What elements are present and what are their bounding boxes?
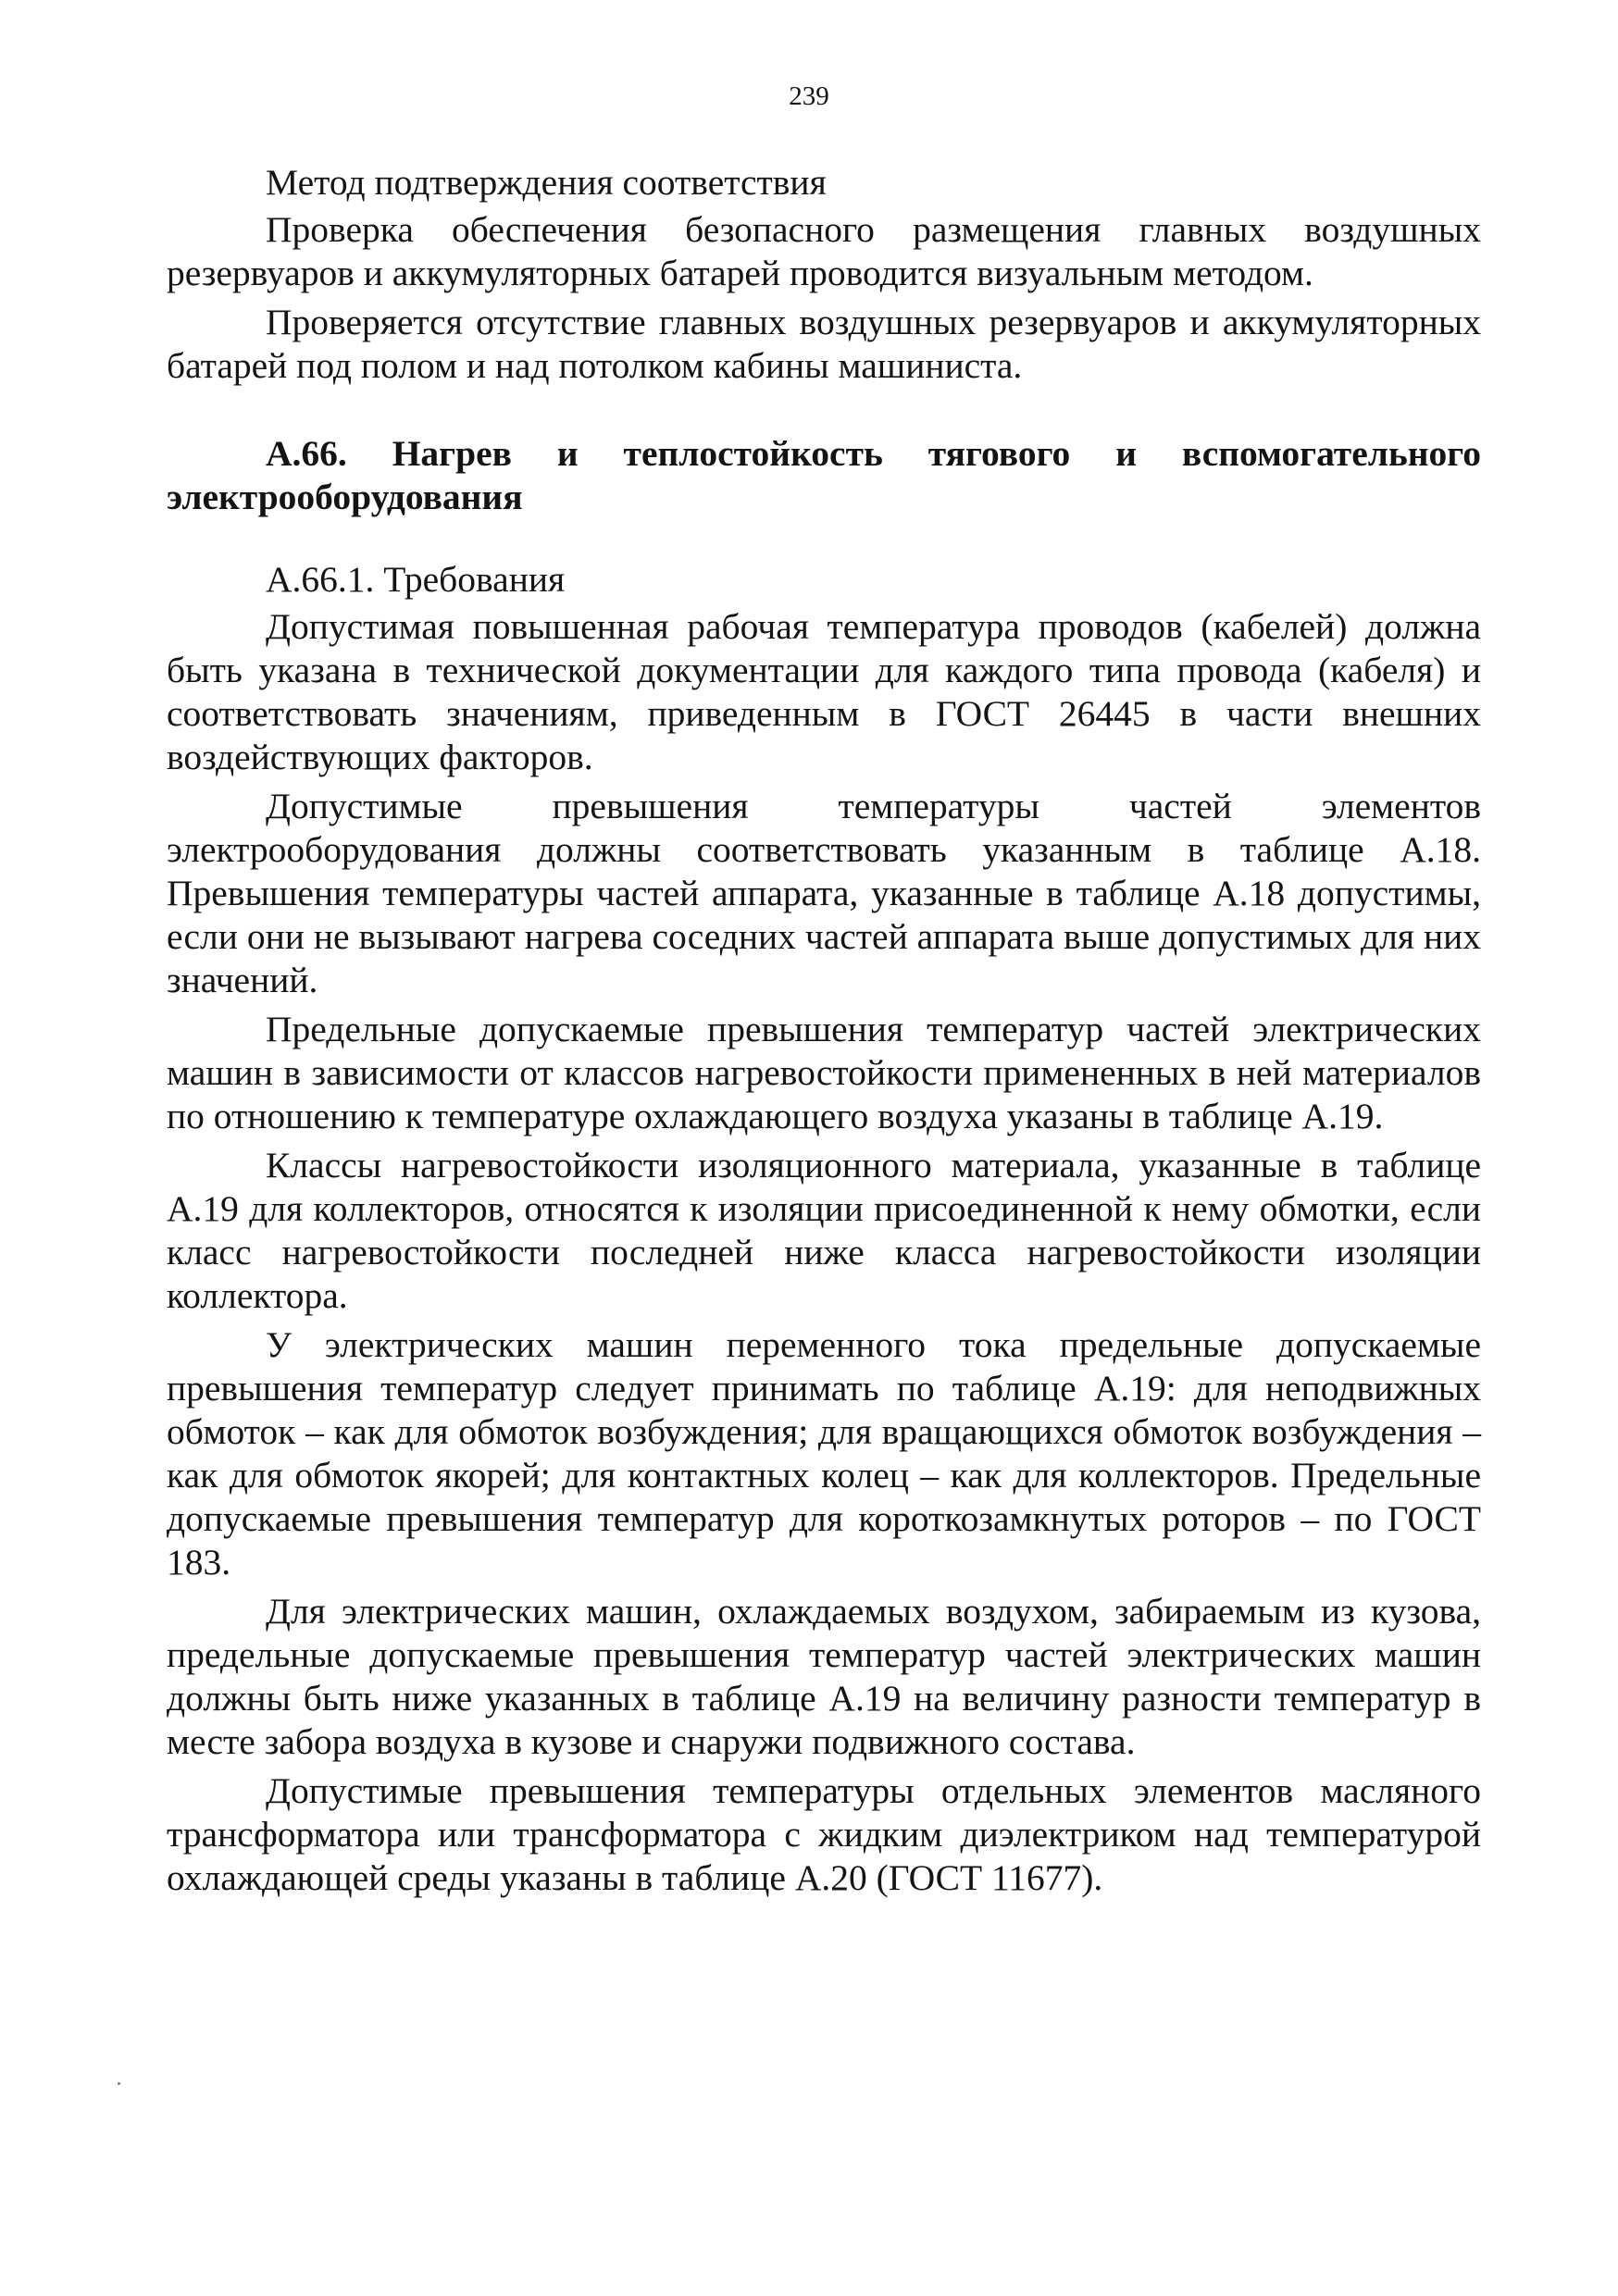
body-paragraph: У электрических машин переменного тока предельные допускаемые превышения температур следует принимать по таблице А.19: для неподвижных обмоток – как для обмоток возбуждения; для вращающихся обмоток возбуждения – как для обмоток якорей; для контактных колец – как для коллекторов. Предельные допускаемые превышения температур для короткозамкнутых роторов – по ГОСТ 183. bbox=[167, 1324, 1481, 1582]
method-title: Метод подтверждения соответствия bbox=[266, 162, 827, 203]
method-paragraph-1: Проверка обеспечения безопасного размещения главных воздушных резервуаров и аккумуляторных батарей проводится визуальным методом. bbox=[167, 209, 1481, 293]
body-paragraph: Классы нагревостойкости изоляционного материала, указанные в таблице А.19 для коллекторов, относятся к изоляции присоединенной к нему обмотки, если класс нагревостойкости последней ниже класса нагревостойкости изоляции коллектора. bbox=[167, 1145, 1481, 1316]
body-paragraph: Предельные допускаемые превышения температур частей электрических машин в зависимости от классов нагревостойкости примененных в ней материалов по отношению к температуре охлаждающего воздуха указаны в таблице А.19. bbox=[167, 1009, 1481, 1136]
body-paragraph: Допустимая повышенная рабочая температура проводов (кабелей) должна быть указана в технической документации для каждого типа провода (кабеля) и соответствовать значениям, приведенным в ГОСТ 26445 в части внешних воздействующих факторов. bbox=[167, 606, 1481, 777]
document-body bbox=[167, 161, 1481, 1905]
method-paragraph-2: Проверяется отсутствие главных воздушных резервуаров и аккумуляторных батарей под полом и над потолком кабины машиниста. bbox=[167, 302, 1481, 386]
section-heading: А.66. Нагрев и теплостойкость тягового и вспомогательного электрооборудования bbox=[167, 433, 1481, 517]
body-paragraph: Допустимые превышения температуры отдельных элементов масляного трансформатора или трансформатора с жидким диэлектриком над температурой охлаждающей среды указаны в таблице А.20 (ГОСТ 11677). bbox=[167, 1770, 1481, 1898]
scan-artifact bbox=[118, 2082, 120, 2085]
subsection-heading: А.66.1. Требования bbox=[266, 559, 566, 600]
body-paragraph: Для электрических машин, охлаждаемых воздухом, забираемым из кузова, предельные допускаемые превышения температур частей электрических машин должны быть ниже указанных в таблице А.19 на величину разности температур в месте забора воздуха в кузове и снаружи подвижного состава. bbox=[167, 1591, 1481, 1762]
body-paragraph: Допустимые превышения температуры частей элементов электрооборудования должны соответствовать указанным в таблице А.18. Превышения температуры частей аппарата, указанные в таблице А.18 допустимы, если они не вызывают нагрева соседних частей аппарата выше допустимых для них значений. bbox=[167, 786, 1481, 1000]
page-number: 239 bbox=[789, 81, 829, 111]
